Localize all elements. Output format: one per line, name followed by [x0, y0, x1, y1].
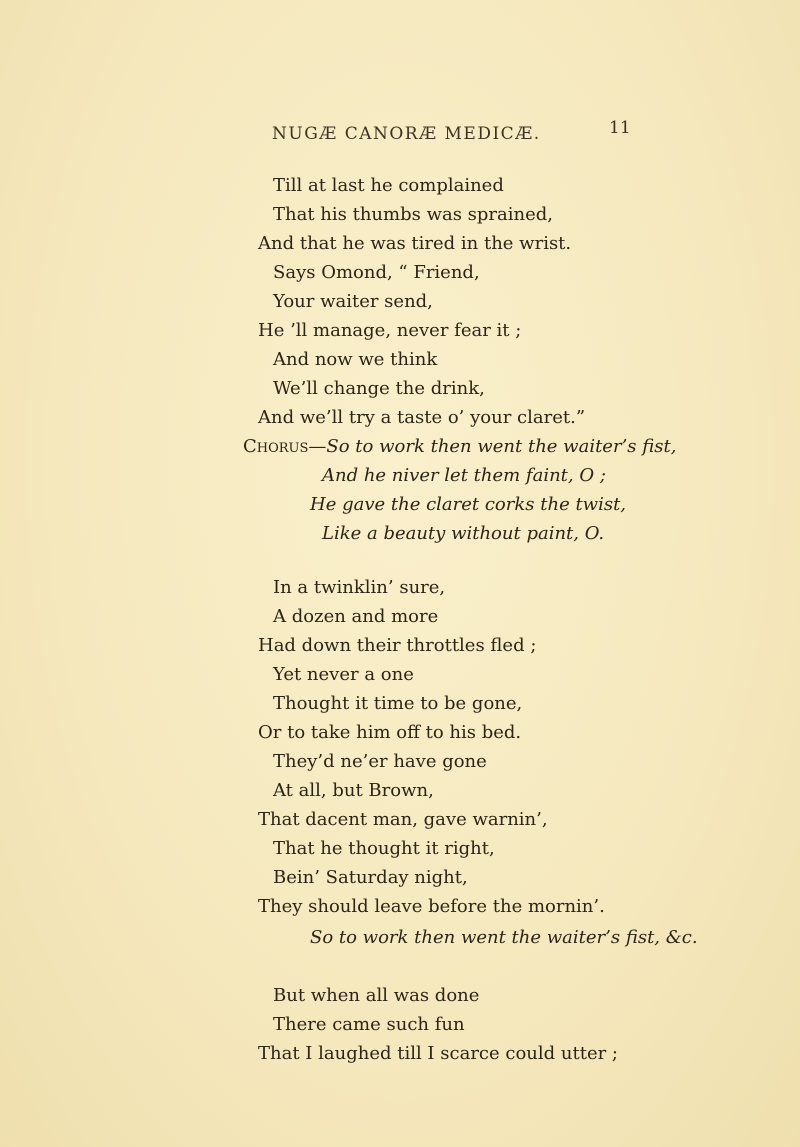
- verse-line: Your waiter send,: [273, 291, 433, 312]
- chorus-line: Like a beauty without paint, O.: [322, 523, 605, 544]
- verse-line: That I laughed till I scarce could utter ;: [258, 1043, 618, 1064]
- page-number: 11: [609, 118, 631, 138]
- verse-line: And we’ll try a taste o’ your claret.”: [258, 407, 586, 428]
- verse-line: Thought it time to be gone,: [273, 693, 523, 714]
- chorus-line: He gave the claret corks the twist,: [310, 494, 627, 515]
- verse-line: Had down their throttles fled ;: [258, 635, 537, 656]
- verse-line: They’d ne’er have gone: [273, 751, 487, 772]
- verse-line: That dacent man, gave warnin’,: [258, 809, 548, 830]
- verse-line: He ’ll manage, never fear it ;: [258, 320, 522, 341]
- chorus-line: So to work then went the waiter’s fist,: [326, 436, 677, 457]
- chorus-first-line: [243, 436, 676, 458]
- chorus-line: And he niver let them faint, O ;: [322, 465, 606, 486]
- verse-line: There came such fun: [273, 1014, 465, 1035]
- verse-line: And now we think: [273, 349, 438, 370]
- verse-line: Or to take him off to his bed.: [258, 722, 522, 743]
- verse-line: That he thought it right,: [273, 838, 495, 859]
- verse-line: In a twinklin’ sure,: [273, 577, 446, 598]
- verse-line: And that he was tired in the wrist.: [258, 233, 572, 254]
- verse-line: But when all was done: [273, 985, 480, 1006]
- verse-line: A dozen and more: [273, 606, 439, 627]
- running-title: NUGÆ CANORÆ MEDICÆ.: [272, 124, 541, 144]
- verse-line: Yet never a one: [273, 664, 414, 685]
- verse-line: At all, but Brown,: [273, 780, 434, 801]
- verse-line: That his thumbs was sprained,: [273, 204, 554, 225]
- chorus-dash: —: [308, 436, 327, 457]
- chorus-label: Chorus: [243, 436, 309, 457]
- verse-line: They should leave before the mornin’.: [258, 896, 605, 917]
- verse-line: We’ll change the drink,: [273, 378, 485, 399]
- verse-line: Till at last he complained: [273, 175, 504, 196]
- verse-line: Bein’ Saturday night,: [273, 867, 468, 888]
- verse-line: Says Omond, “ Friend,: [273, 262, 480, 283]
- refrain-line: So to work then went the waiter’s fist, &c.: [310, 927, 698, 948]
